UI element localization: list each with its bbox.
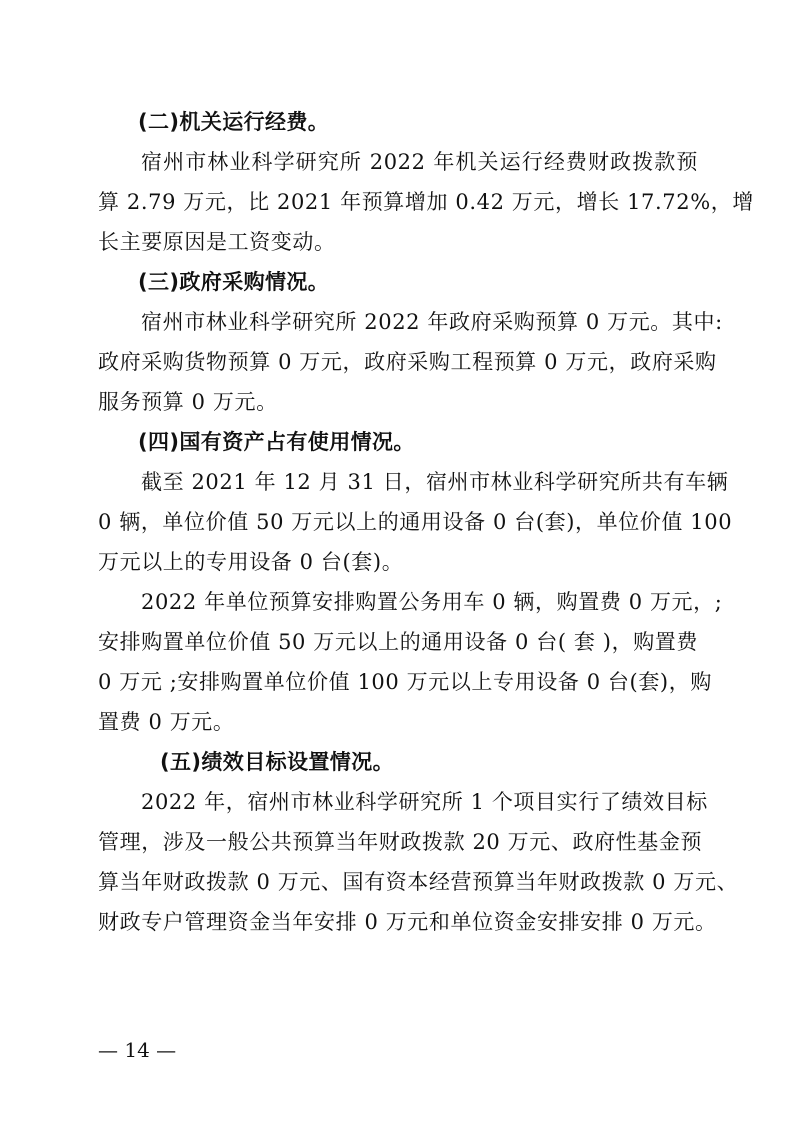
paragraph-line: 万元以上的专用设备 0 台(套)。 <box>98 550 404 574</box>
paragraph-line: 置费 0 万元。 <box>98 710 235 734</box>
page-number: — 14 — <box>98 1038 177 1062</box>
section-heading-performance-targets: (五)绩效目标设置情况。 <box>160 750 394 774</box>
paragraph-line: 宿州市林业科学研究所 2022 年机关运行经费财政拨款预 <box>141 150 698 174</box>
paragraph-line: 2022 年，宿州市林业科学研究所 1 个项目实行了绩效目标 <box>141 790 708 814</box>
paragraph-line: 截至 2021 年 12 月 31 日，宿州市林业科学研究所共有车辆 <box>141 470 729 494</box>
paragraph-line: 0 辆，单位价值 50 万元以上的通用设备 0 台(套)，单位价值 100 <box>98 510 733 534</box>
paragraph-line: 算 2.79 万元，比 2021 年预算增加 0.42 万元，增长 17.72%，增 <box>98 190 754 214</box>
paragraph-line: 管理，涉及一般公共预算当年财政拨款 20 万元、政府性基金预 <box>98 830 703 854</box>
paragraph-line: 服务预算 0 万元。 <box>98 390 278 414</box>
paragraph-line: 政府采购货物预算 0 万元，政府采购工程预算 0 万元，政府采购 <box>98 350 717 374</box>
section-heading-government-procurement: (三)政府采购情况。 <box>138 270 330 294</box>
section-heading-state-assets: (四)国有资产占有使用情况。 <box>138 430 415 454</box>
paragraph-line: 长主要原因是工资变动。 <box>98 230 336 254</box>
section-heading-operating-expenses: (二)机关运行经费。 <box>138 110 330 134</box>
paragraph-line: 宿州市林业科学研究所 2022 年政府采购预算 0 万元。其中: <box>141 310 723 334</box>
paragraph-line: 财政专户管理资金当年安排 0 万元和单位资金安排安排 0 万元。 <box>98 910 717 934</box>
paragraph-line: 安排购置单位价值 50 万元以上的通用设备 0 台( 套 )，购置费 <box>98 630 698 654</box>
paragraph-line: 2022 年单位预算安排购置公务用车 0 辆，购置费 0 万元，; <box>141 590 723 614</box>
paragraph-line: 算当年财政拨款 0 万元、国有资本经营预算当年财政拨款 0 万元、 <box>98 870 739 894</box>
paragraph-line: 0 万元 ;安排购置单位价值 100 万元以上专用设备 0 台(套)，购 <box>98 670 712 694</box>
